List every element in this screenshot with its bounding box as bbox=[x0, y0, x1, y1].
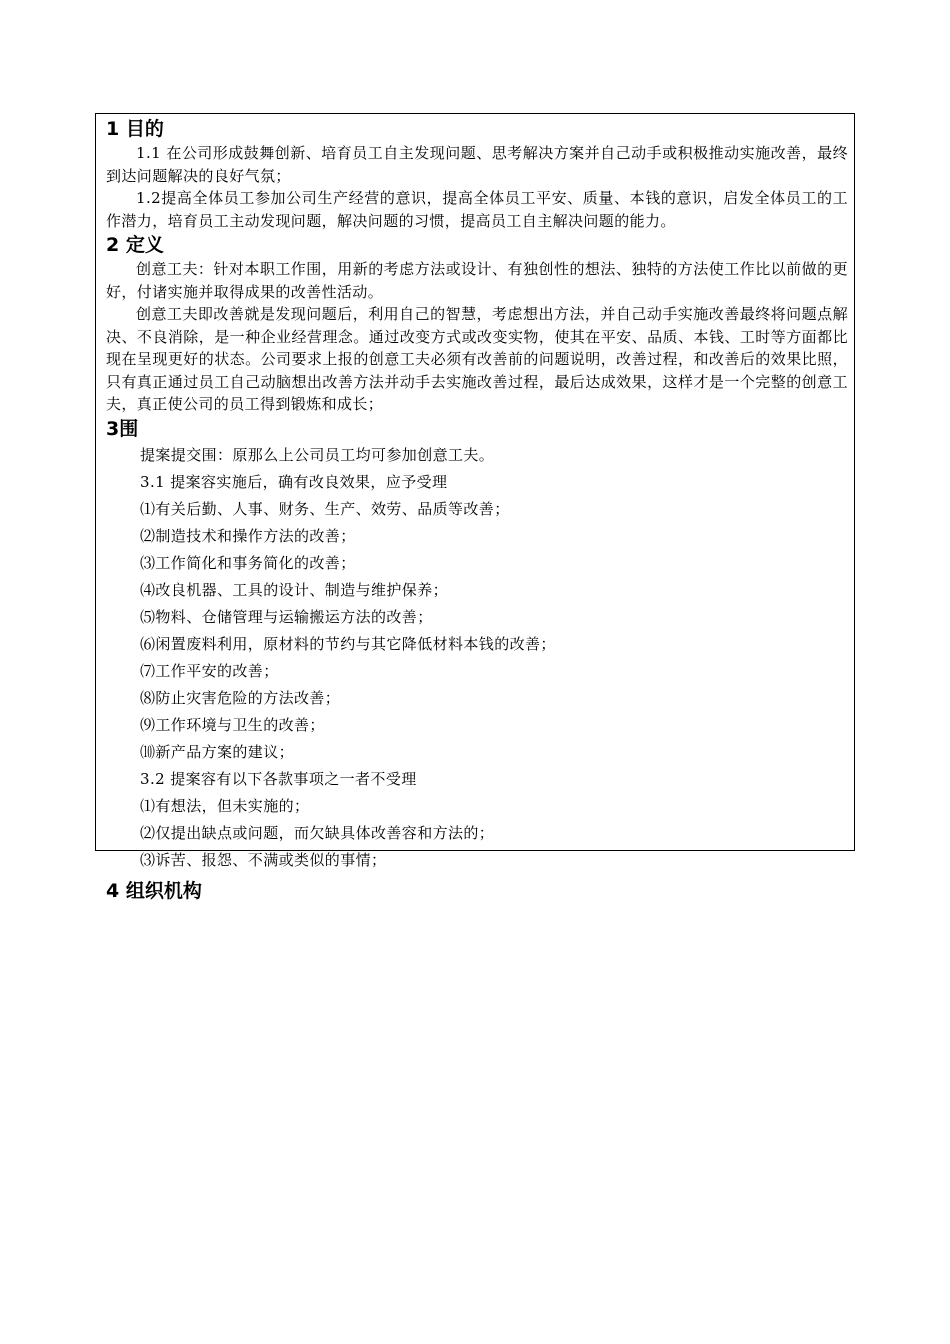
section-3-intro: 提案提交围：原那么上公司员工均可参加创意工夫。 bbox=[140, 445, 495, 464]
list-item: ⑶工作简化和事务简化的改善； bbox=[140, 553, 356, 572]
section-1-paragraph-2: 1.2提高全体员工参加公司生产经营的意识，提高全体员工平安、质量、本钱的意识，启发全体员工的工作潜力，培育员工主动发现问题，解决问题的习惯，提高员工自主解决问题的能力。 bbox=[106, 189, 848, 230]
list-item: ⑵制造技术和操作方法的改善； bbox=[140, 526, 356, 545]
list-item: ⑽新产品方案的建议； bbox=[140, 742, 295, 761]
section-2-paragraph-2: 创意工夫即改善就是发现问题后，利用自己的智慧，考虑想出方法，并自己动手实施改善最终将问题点解决、不良消除，是一种企业经营理念。通过改变方式或改变实物，使其在平安、品质、本钱、工时等方面都比现在呈现更好的状态。公司要求上报的创意工夫必须有改善前的问题说明，改善过程，和改善后的效果比照，只有真正通过员工自己动脑想出改善方法并动手去实施改善过程，最后达成效果，这样才是一个完整的创意工夫，真正使公司的员工得到锻炼和成长； bbox=[106, 305, 848, 413]
list-item: ⑼工作环境与卫生的改善； bbox=[140, 715, 325, 734]
list-item: ⑵仅提出缺点或问题，而欠缺具体改善容和方法的； bbox=[140, 823, 495, 842]
section-3-heading: 3围 bbox=[106, 417, 139, 440]
list-item: ⑷改良机器、工具的设计、制造与维护保养； bbox=[140, 580, 449, 599]
list-item: ⑶诉苦、报怨、不满或类似的事情； bbox=[140, 850, 387, 869]
list-item: ⑺工作平安的改善； bbox=[140, 661, 279, 680]
section-2-paragraph-1: 创意工夫：针对本职工作围，用新的考虑方法或设计、有独创性的想法、独特的方法使工作比以前做的更好，付诸实施并取得成果的改善性活动。 bbox=[106, 260, 848, 301]
list-item: ⑹闲置废料利用，原材料的节约与其它降低材料本钱的改善； bbox=[140, 634, 556, 653]
list-item: ⑸物料、仓储管理与运输搬运方法的改善； bbox=[140, 607, 433, 626]
list-item: ⑴有想法，但未实施的； bbox=[140, 796, 310, 815]
document-content bbox=[106, 116, 848, 904]
section-3-2-title: 3.2 提案容有以下各款事项之一者不受理 bbox=[140, 769, 417, 788]
section-3-1-title: 3.1 提案容实施后，确有改良效果，应予受理 bbox=[140, 472, 448, 491]
section-1-paragraph-1: 1.1 在公司形成鼓舞创新、培育员工自主发现问题、思考解决方案并自己动手或积极推动实施改善，最终到达问题解决的良好气氛； bbox=[106, 144, 848, 185]
list-item: ⑻防止灾害危险的方法改善； bbox=[140, 688, 341, 707]
section-1-heading: 1 目的 bbox=[106, 118, 164, 140]
section-4-heading: 4 组织机构 bbox=[106, 879, 202, 902]
section-2-heading: 2 定义 bbox=[106, 234, 164, 256]
list-item: ⑴有关后勤、人事、财务、生产、效劳、品质等改善； bbox=[140, 499, 510, 518]
